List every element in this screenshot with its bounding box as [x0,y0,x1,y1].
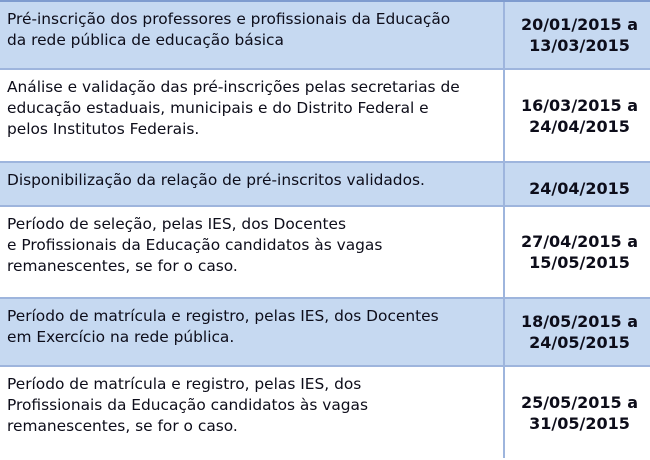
period-cell: 20/01/2015 a 13/03/2015 [505,2,650,68]
table-row [0,367,650,460]
period-cell: 24/04/2015 [505,163,650,205]
table-row [0,207,650,299]
activity-cell: Período de seleção, pelas IES, dos Docentes e Profissionais da Educação candidatos às vagas remanescentes, se for o caso. [0,207,505,297]
table-row [0,299,650,367]
table-row [0,2,650,70]
activity-cell: Análise e validação das pré-inscrições pelas secretarias de educação estaduais, municipais e do Distrito Federal e pelos Institutos Federais. [0,70,505,161]
activity-cell: Período de matrícula e registro, pelas IES, dos Profissionais da Educação candidatos às vagas remanescentes, se for o caso. [0,367,505,458]
activity-cell: Pré-inscrição dos professores e profissionais da Educação da rede pública de educação básica [0,2,505,68]
period-cell: 16/03/2015 a 24/04/2015 [505,70,650,161]
period-cell: 18/05/2015 a 24/05/2015 [505,299,650,365]
period-cell: 25/05/2015 a 31/05/2015 [505,367,650,458]
table-row [0,163,650,207]
activity-cell: Período de matrícula e registro, pelas IES, dos Docentes em Exercício na rede pública. [0,299,505,365]
activity-cell: Disponibilização da relação de pré-inscritos validados. [0,163,505,205]
period-cell: 27/04/2015 a 15/05/2015 [505,207,650,297]
table-row [0,70,650,163]
